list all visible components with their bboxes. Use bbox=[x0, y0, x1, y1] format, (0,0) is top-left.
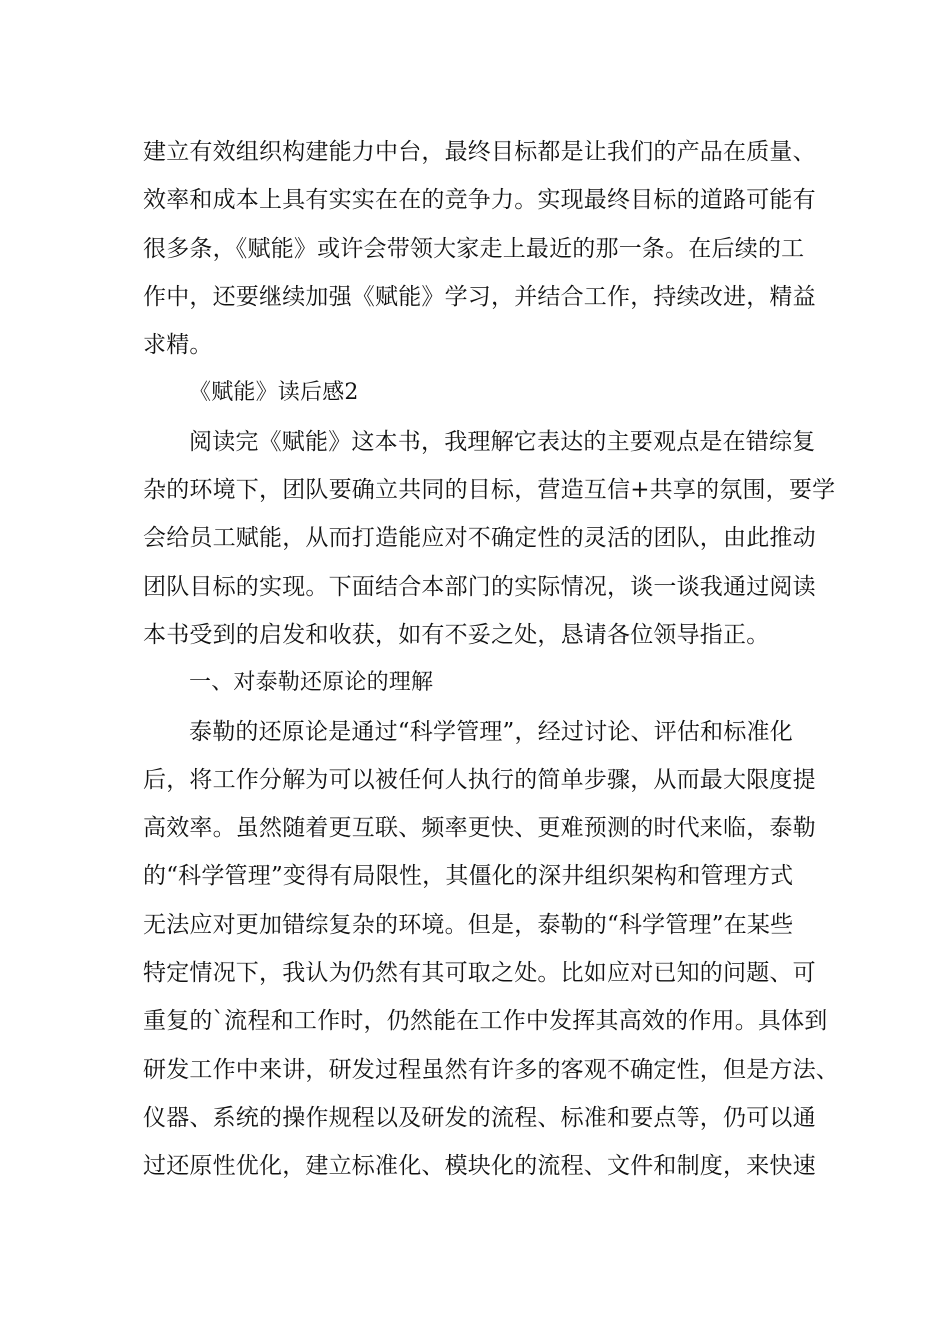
body-line: 本书受到的启发和收获，如有不妥之处，恳请各位领导指正。 bbox=[143, 621, 770, 648]
body-line: 杂的环境下，团队要确立共同的目标，营造互信+共享的氛围，要学 bbox=[143, 477, 836, 504]
body-line: 效率和成本上具有实实在在的竞争力。实现最终目标的道路可能有 bbox=[143, 187, 816, 214]
body-line: 求精。 bbox=[143, 332, 213, 359]
section-title: 《赋能》读后感2 bbox=[189, 380, 359, 406]
body-line: 过还原性优化，建立标准化、模块化的流程、文件和制度，来快速 bbox=[143, 1153, 816, 1180]
body-line: 仪器、系统的操作规程以及研发的流程、标准和要点等，仍可以通 bbox=[143, 1104, 816, 1131]
body-line: 研发工作中来讲，研发过程虽然有许多的客观不确定性，但是方法、 bbox=[143, 1056, 839, 1083]
body-line: 高效率。虽然随着更互联、频率更快、更难预测的时代来临，泰勒 bbox=[143, 815, 816, 842]
body-line: 后，将工作分解为可以被任何人执行的简单步骤，从而最大限度提 bbox=[143, 766, 816, 793]
body-line: 重复的`流程和工作时，仍然能在工作中发挥其高效的作用。具体到 bbox=[143, 1008, 828, 1035]
body-line: 团队目标的实现。下面结合本部门的实际情况，谈一谈我通过阅读 bbox=[143, 573, 816, 600]
body-line: 的“科学管理”变得有局限性，其僵化的深井组织架构和管理方式 bbox=[143, 863, 794, 890]
body-line: 无法应对更加错综复杂的环境。但是，泰勒的“科学管理”在某些 bbox=[143, 911, 794, 938]
body-line: 作中，还要继续加强《赋能》学习，并结合工作，持续改进，精益 bbox=[143, 283, 816, 310]
document-body bbox=[143, 128, 839, 1191]
body-line: 会给员工赋能，从而打造能应对不确定性的灵活的团队，由此推动 bbox=[143, 525, 816, 552]
paragraph-first-line: 阅读完《赋能》这本书，我理解它表达的主要观点是在错综复 bbox=[189, 428, 816, 455]
paragraph-first-line: 泰勒的还原论是通过“科学管理”，经过讨论、评估和标准化 bbox=[189, 718, 793, 745]
body-line: 特定情况下，我认为仍然有其可取之处。比如应对已知的问题、可 bbox=[143, 960, 816, 987]
section-heading: 一、对泰勒还原论的理解 bbox=[189, 670, 434, 696]
body-line: 建立有效组织构建能力中台，最终目标都是让我们的产品在质量、 bbox=[143, 139, 816, 165]
body-line: 很多条，《赋能》或许会带领大家走上最近的那一条。在后续的工 bbox=[143, 235, 805, 262]
